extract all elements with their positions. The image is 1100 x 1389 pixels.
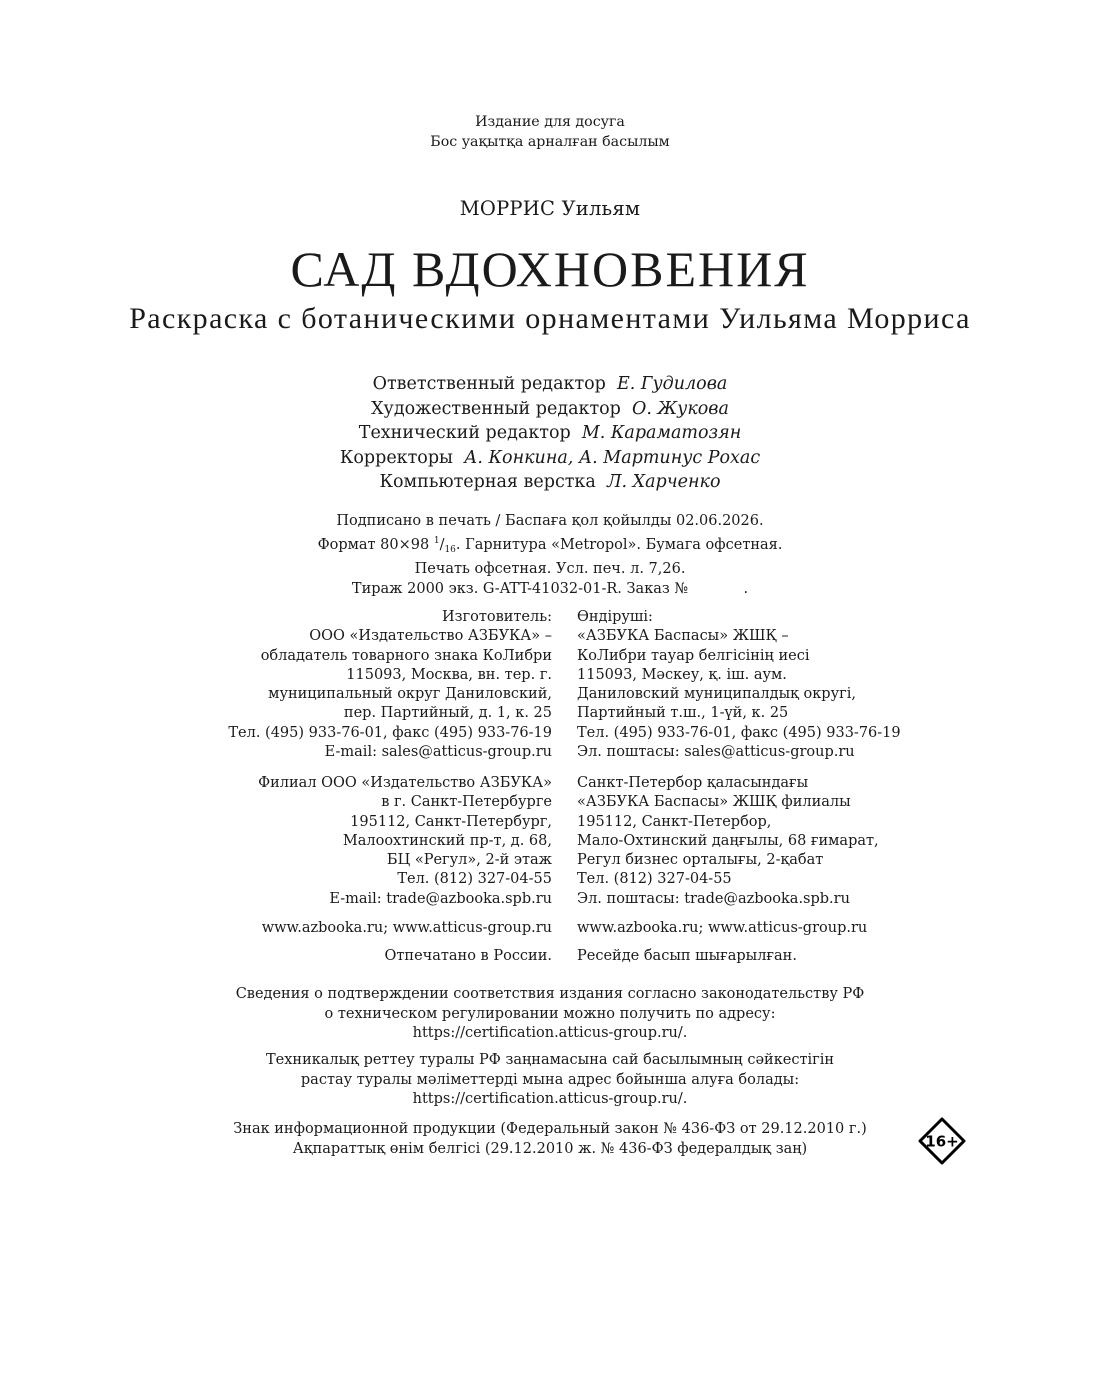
manufacturer-kz-line: Партийный т.ш., 1-үй, к. 25 (577, 705, 789, 722)
manufacturer-ru-line: E-mail: sales@atticus-group.ru (324, 744, 552, 761)
manufacturer-ru-line: Тел. (495) 933-76-01, факс (495) 933-76-19 (228, 724, 552, 741)
format-suffix: . Гарнитура «Metropol». Бумага офсетная. (455, 536, 783, 553)
branch-ru (258, 774, 552, 909)
manufacturer-ru-line: ООО «Издательство АЗБУКА» – (309, 628, 552, 645)
credit-name: Л. Харченко (606, 472, 721, 492)
format-line (0, 532, 1100, 561)
credit-name: М. Караматозян (581, 423, 742, 443)
credit-name: О. Жукова (632, 398, 729, 419)
age-rating-badge (918, 1117, 966, 1165)
book-title: САД ВДОХНОВЕНИЯ (290, 241, 810, 297)
certification-kz-line: растау туралы мәліметтерді мына адрес бойынша алуға болады: (300, 1071, 800, 1088)
author: МОРРИС Уильям (459, 197, 641, 220)
credit-line (0, 372, 1100, 397)
branch-ru-line: Тел. (812) 327-04-55 (397, 871, 552, 888)
format-prefix: Формат 80×98 (317, 536, 430, 553)
certification-kz-link: https://certification.atticus-group.ru/. (412, 1091, 688, 1107)
format-numerator: 1 (433, 535, 440, 546)
branch-kz-line: Мало-Охтинский даңғылы, 68 ғимарат, (577, 832, 879, 849)
branch-ru-line: 195112, Санкт-Петербург, (350, 813, 552, 830)
branch-ru-line: Малоохтинский пр-т, д. 68, (342, 832, 552, 849)
manufacturer-kz-line: Эл. поштасы: sales@atticus-group.ru (577, 744, 855, 761)
manufacturer-kz-line: Тел. (495) 933-76-01, факс (495) 933-76-19 (577, 724, 901, 741)
age-rating-label: 16+ (925, 1132, 959, 1151)
credit-line (0, 446, 1100, 471)
book-subtitle: Раскраска с ботаническими орнаментами Уильяма Морриса (129, 302, 971, 335)
credit-name: А. Конкина, А. Мартинус Рохас (464, 447, 761, 468)
publication-type (0, 113, 1100, 152)
branch-kz (577, 774, 879, 909)
credit-line (0, 397, 1100, 422)
manufacturer-kz-line: Өндіруші: (577, 609, 653, 625)
credit-role: Ответственный редактор (372, 374, 606, 394)
format-denominator: 16 (444, 544, 456, 555)
manufacturer-ru-line: 115093, Москва, вн. тер. г. (346, 666, 552, 683)
branch-kz-line: Тел. (812) 327-04-55 (577, 871, 732, 888)
credit-line (0, 470, 1100, 495)
branch-kz-line: Санкт-Петербор қаласындағы (577, 775, 809, 791)
certification-kz-line: Техникалық реттеу туралы РФ заңнамасына сай басылымның сәйкестігін (265, 1052, 835, 1068)
credits (0, 372, 1100, 495)
websites-ru: www.azbooka.ru; www.atticus-group.ru (261, 920, 552, 936)
signed-date: Подписано в печать / Баспаға қол қойылды 02.06.2026. (336, 513, 764, 529)
branch-ru-line: E-mail: trade@azbooka.spb.ru (329, 890, 552, 907)
publication-type-kz: Бос уақытқа арналған басылым (430, 133, 670, 150)
credit-role: Корректоры (339, 447, 453, 468)
certification-ru-line: о техническом регулировании можно получить по адресу: (324, 1005, 776, 1022)
credit-role: Технический редактор (358, 423, 571, 443)
credit-role: Компьютерная верстка (379, 472, 596, 492)
info-sign-kz: Ақпараттық өнім белгісі (29.12.2010 ж. № 436-ФЗ федералдық заң) (292, 1140, 808, 1157)
credit-line (0, 421, 1100, 446)
print-run-line: Тираж 2000 экз. G-ATT-41032-01-R. Заказ № . (351, 580, 749, 597)
certification-ru-link: https://certification.atticus-group.ru/. (412, 1025, 688, 1041)
publication-type-ru: Издание для досуга (475, 114, 625, 130)
manufacturer-ru-line: обладатель товарного знака КоЛибри (260, 647, 552, 664)
websites-kz: www.azbooka.ru; www.atticus-group.ru (577, 920, 868, 936)
manufacturer-kz-line: КоЛибри тауар белгісінің иесі (577, 647, 810, 664)
branch-kz-line: Регул бизнес орталығы, 2-қабат (577, 852, 824, 869)
printed-in-ru: Отпечатано в России. (384, 948, 552, 964)
credit-name: Е. Гудилова (617, 374, 728, 394)
printed-in-kz: Ресейде басып шығарылған. (577, 948, 797, 964)
manufacturer-kz-line: Даниловский муниципалдық округі, (577, 686, 856, 703)
manufacturer-kz-line: «АЗБУКА Баспасы» ЖШҚ – (577, 628, 789, 645)
manufacturer-kz (577, 608, 901, 762)
branch-kz-line: Эл. поштасы: trade@azbooka.spb.ru (577, 890, 850, 907)
branch-kz-line: 195112, Санкт-Петербор, (577, 813, 772, 830)
manufacturer-ru (228, 608, 552, 762)
manufacturer-ru-line: муниципальный округ Даниловский, (268, 686, 552, 703)
branch-ru-line: БЦ «Регул», 2-й этаж (386, 852, 552, 869)
print-info (0, 512, 1100, 599)
certification-kz (0, 1051, 1100, 1110)
certification-ru (0, 985, 1100, 1044)
info-sign-ru: Знак информационной продукции (Федеральный закон № 436-ФЗ от 29.12.2010 г.) (233, 1121, 867, 1137)
credit-role: Художественный редактор (371, 398, 621, 419)
certification-ru-line: Сведения о подтверждении соответствия издания согласно законодательству РФ (235, 986, 865, 1002)
branch-ru-line: в г. Санкт-Петербурге (381, 794, 552, 811)
branch-ru-line: Филиал ООО «Издательство АЗБУКА» (258, 775, 552, 791)
format-slash: / (439, 536, 445, 553)
manufacturer-kz-line: 115093, Мәскеу, қ. іш. аум. (577, 666, 787, 683)
manufacturer-ru-line: пер. Партийный, д. 1, к. 25 (343, 705, 552, 722)
printing-line: Печать офсетная. Усл. печ. л. 7,26. (414, 561, 686, 577)
branch-kz-line: «АЗБУКА Баспасы» ЖШҚ филиалы (577, 794, 851, 811)
manufacturer-ru-line: Изготовитель: (441, 609, 552, 625)
